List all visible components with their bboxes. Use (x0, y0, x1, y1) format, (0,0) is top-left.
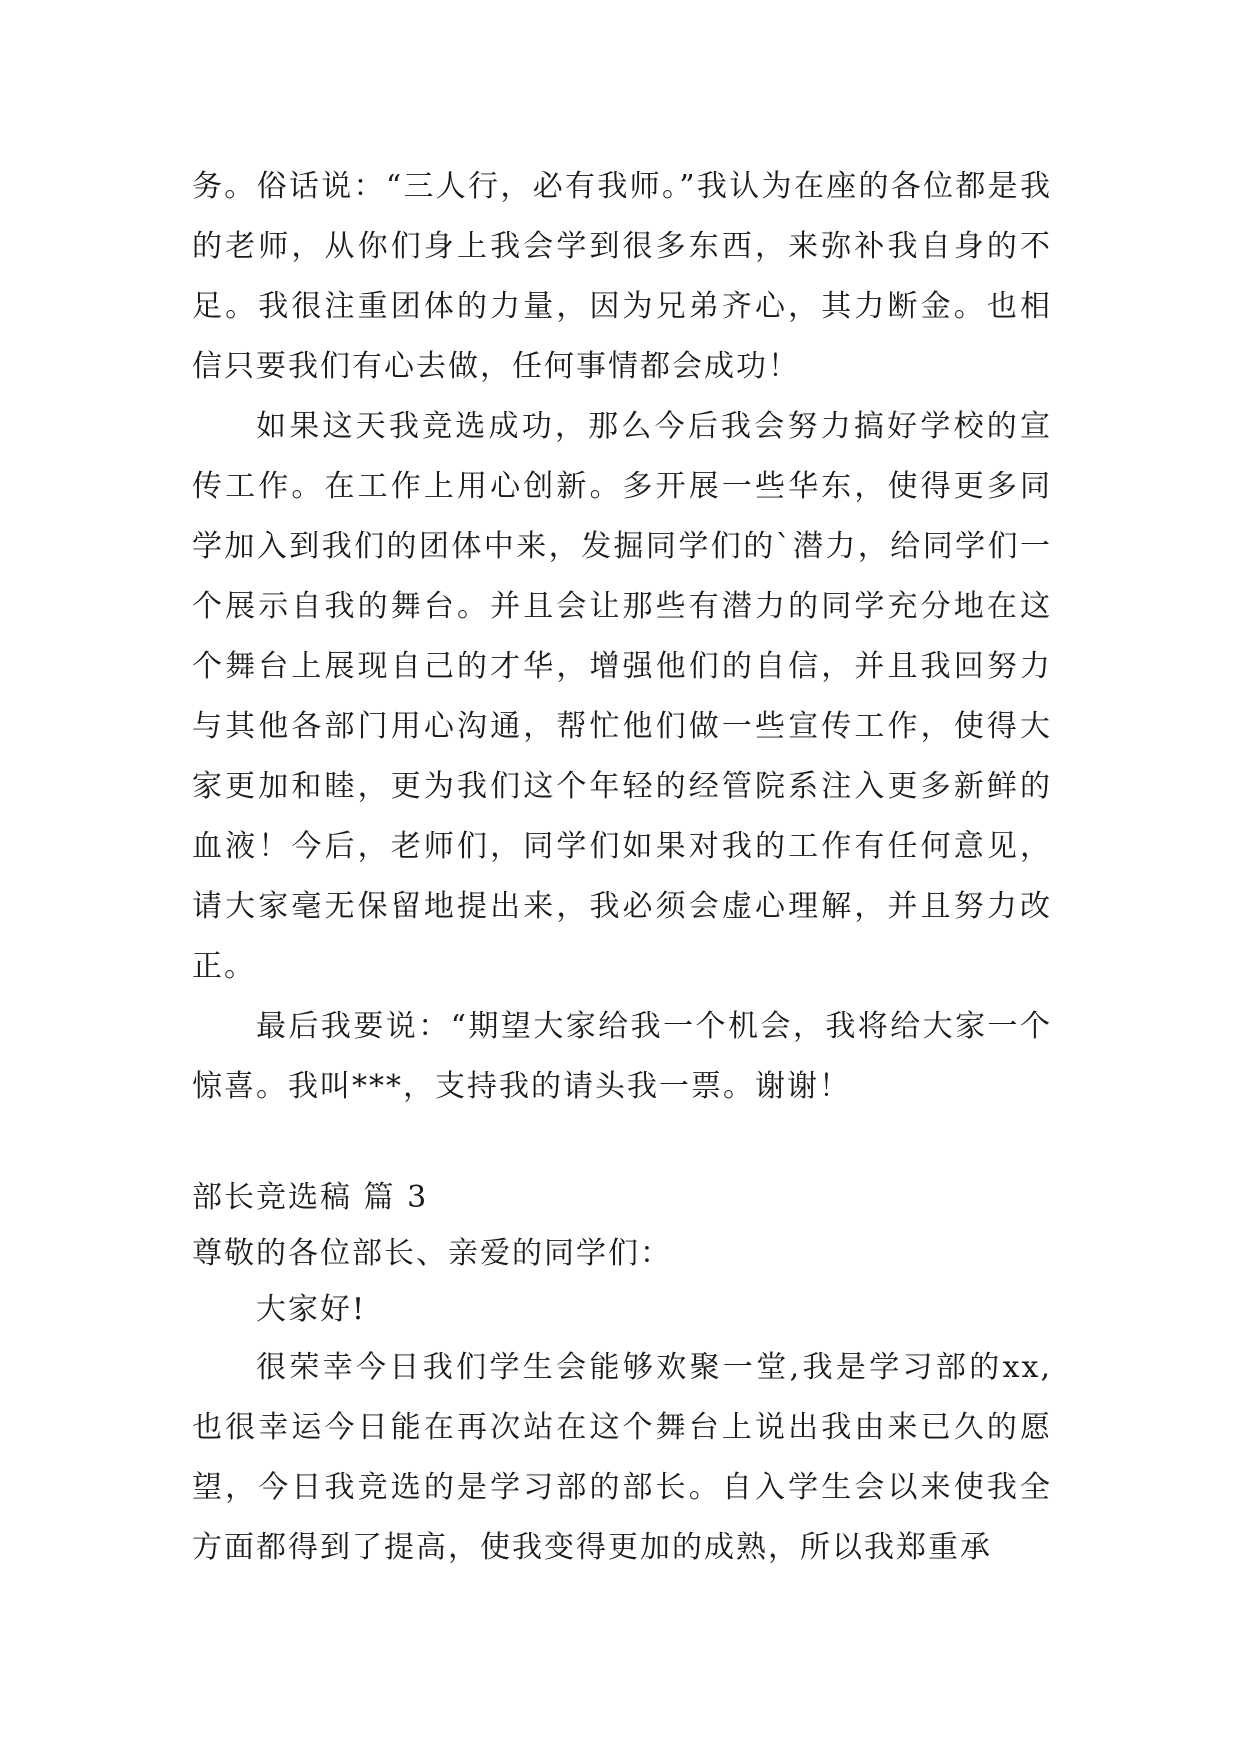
paragraph-promise: 如果这天我竞选成功，那么今后我会努力搞好学校的宣传工作。在工作上用心创新。多开展一些华东，使得更多同学加入到我们的团体中来，发掘同学们的`潜力，给同学们一个展示自我的舞台。并且会让那些有潜力的同学充分地在这个舞台上展现自己的才华，增强他们的自信，并且我回努力与其他各部门用心沟通，帮忙他们做一些宣传工作，使得大家更加和睦，更为我们这个年轻的经管院系注入更多新鲜的血液！今后，老师们，同学们如果对我的工作有任何意见，请大家毫无保留地提出来，我必须会虚心理解，并且努力改正。 (192, 409, 1052, 984)
speech-continuation (192, 157, 1052, 1117)
paragraph-closing: 最后我要说：“期望大家给我一个机会，我将给大家一个惊喜。我叫***，支持我的请头我一票。谢谢！ (192, 1009, 1052, 1104)
speech-section-3 (192, 1170, 1052, 1578)
salutation: 尊敬的各位部长、亲爱的同学们： (192, 1236, 672, 1271)
greeting: 大家好! (256, 1292, 367, 1327)
paragraph-continued: 务。俗话说：“三人行，必有我师。”我认为在座的各位都是我的老师，从你们身上我会学到很多东西，来弥补我自身的不足。我很注重团体的力量，因为兄弟齐心，其力断金。也相信只要我们有心去做，任何事情都会成功！ (192, 169, 1052, 384)
section-heading: 部长竞选稿 篇 3 (192, 1180, 429, 1215)
paragraph-intro: 很荣幸今日我们学生会能够欢聚一堂,我是学习部的xx,也很幸运今日能在再次站在这个舞台上说出我由来已久的愿望，今日我竞选的是学习部的部长。自入学生会以来使我全方面都得到了提高，使我变得更加的成熟，所以我郑重承 (192, 1350, 1052, 1565)
